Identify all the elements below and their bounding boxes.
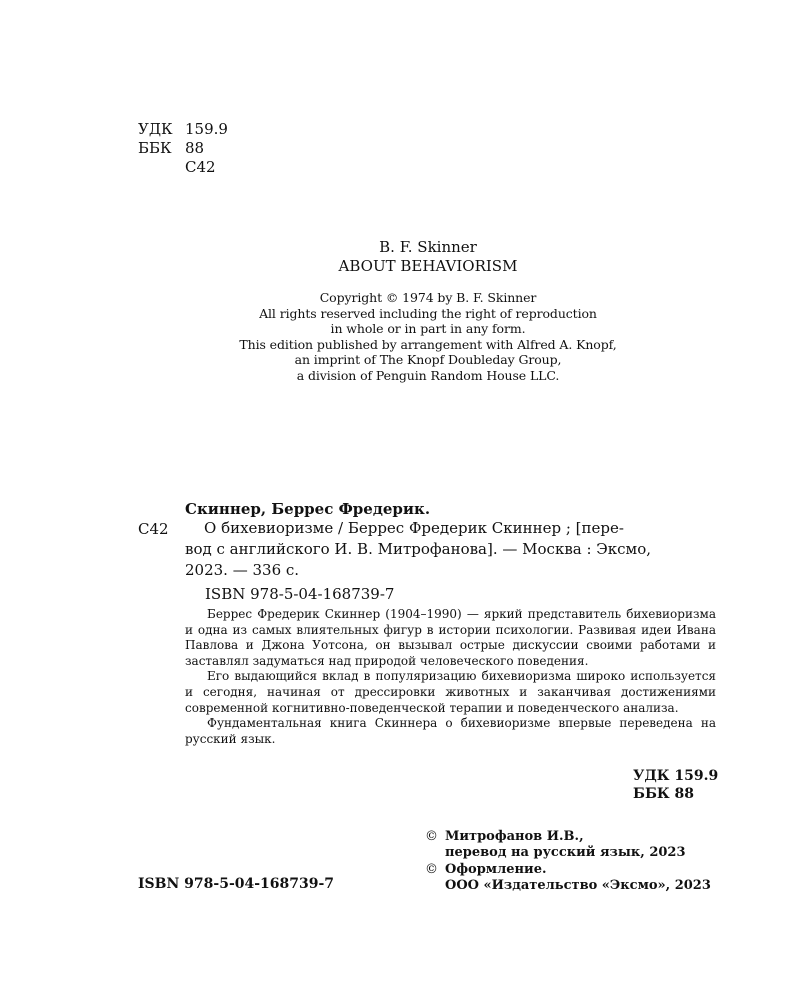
design-label: Оформление. bbox=[445, 861, 547, 877]
record-mark: С42 bbox=[138, 520, 169, 538]
copyright-line: All rights reserved including the right of reproduction bbox=[259, 305, 597, 321]
original-author: B. F. Skinner bbox=[379, 238, 477, 256]
udk-value: 159.9 bbox=[185, 120, 228, 138]
original-title: ABOUT BEHAVIORISM bbox=[338, 257, 518, 275]
annotation-paragraph: Фундаментальная книга Скиннера о бихевиоризме впервые переведена на русский язык. bbox=[185, 716, 716, 746]
bbk-label: ББК bbox=[138, 139, 172, 157]
annotation-paragraph: Беррес Фредерик Скиннер (1904–1990) — яркий представитель бихевиоризма и одна из самых влиятельных фигур в истории психологии. Развивая идеи Ивана Павлова и Джона Уотсона, он вызывал острые дискуссии своими работами и заставлял задуматься над природой человеческого поведения. bbox=[185, 607, 716, 668]
classification-block-top bbox=[138, 120, 228, 177]
bib-line: вод с английского И. В. Митрофанова]. — Москва : Эксмо, bbox=[185, 540, 652, 558]
bib-line: 2023. — 336 с. bbox=[185, 561, 300, 579]
bibliographic-description bbox=[185, 518, 716, 581]
translator-name: Митрофанов И.В., bbox=[445, 829, 584, 844]
rights-block bbox=[425, 829, 711, 895]
bbk-value: 88 bbox=[185, 139, 205, 157]
copyright-line: an imprint of The Knopf Doubleday Group, bbox=[294, 352, 562, 367]
copyright-symbol: © bbox=[425, 861, 438, 877]
annotation bbox=[185, 607, 716, 747]
copyright-symbol: © bbox=[425, 829, 438, 844]
bbk-row bbox=[138, 139, 228, 158]
copyright-line: a division of Penguin Random House LLC. bbox=[296, 367, 560, 383]
udk-row bbox=[138, 120, 228, 139]
author-mark: С42 bbox=[185, 158, 216, 176]
author-heading: Скиннер, Беррес Фредерик. bbox=[185, 500, 431, 518]
record-isbn: ISBN 978-5-04-168739-7 bbox=[205, 585, 395, 603]
translator-note: перевод на русский язык, 2023 bbox=[445, 845, 686, 861]
copyright-block bbox=[0, 290, 800, 383]
copyright-line: Copyright © 1974 by B. F. Skinner bbox=[319, 290, 537, 305]
copyright-line: This edition published by arrangement with Alfred A. Knopf, bbox=[239, 336, 617, 352]
annotation-paragraph: Его выдающийся вклад в популяризацию бихевиоризма широко используется и сегодня, начиная от дрессировки животных и заканчивая достижениями современной когнитивно-поведенческой терапии и поведенческого анализа. bbox=[185, 669, 716, 715]
classification-block-bottom bbox=[633, 767, 718, 803]
design-rights bbox=[425, 862, 711, 878]
copyright-line: in whole or in part in any form. bbox=[330, 321, 526, 336]
isbn-bottom: ISBN 978-5-04-168739-7 bbox=[138, 876, 335, 892]
translator-rights bbox=[425, 829, 711, 845]
original-title-block bbox=[0, 238, 800, 276]
bbk-code-bottom: ББК 88 bbox=[633, 786, 695, 802]
udk-label: УДК bbox=[138, 120, 173, 138]
bib-line: О бихевиоризме / Беррес Фредерик Скиннер ; [пере- bbox=[204, 519, 624, 537]
udk-code-bottom: УДК 159.9 bbox=[633, 768, 719, 784]
design-owner: ООО «Издательство «Эксмо», 2023 bbox=[445, 878, 711, 894]
